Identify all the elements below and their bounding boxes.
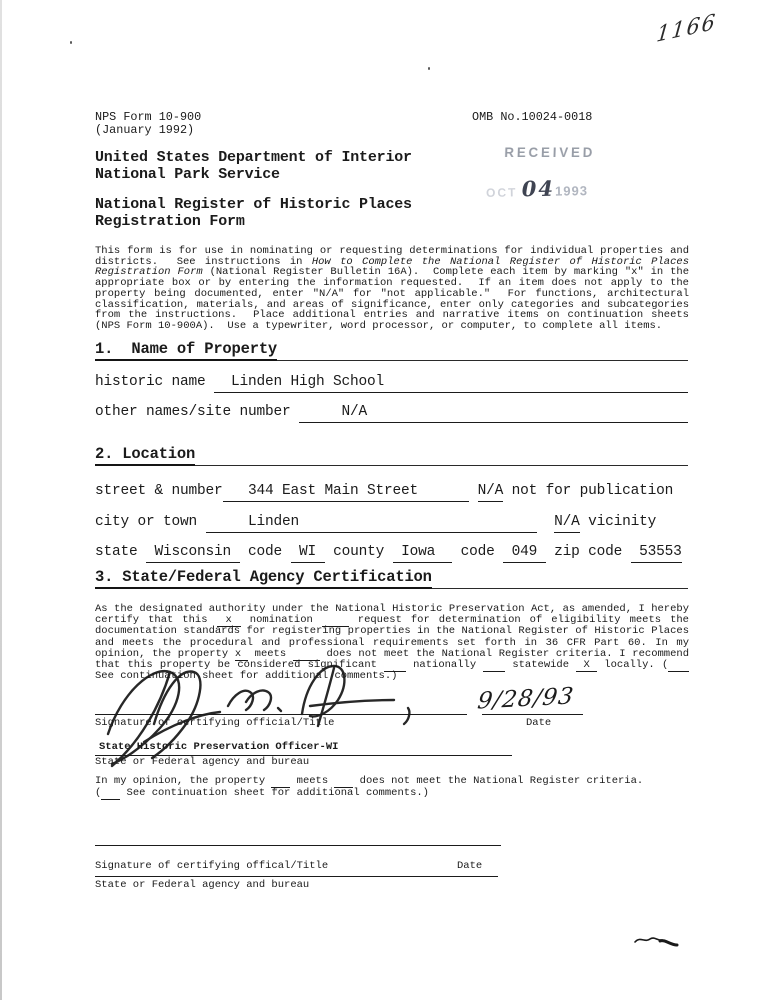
agency-block (95, 150, 412, 183)
stamp-year: 1993 (554, 183, 589, 199)
opinion-line2: ( See continuation sheet for additional comments.) (95, 786, 429, 799)
form-date: (January 1992) (95, 123, 195, 138)
opinion-line1: In my opinion, the property meets does not meet the National Register criteria. (95, 775, 644, 787)
section3-heading: 3. State/Federal Agency Certification (95, 568, 432, 589)
form-title-line1: National Register of Historic Places (95, 196, 412, 213)
heading-rule (195, 449, 688, 466)
stamp-day: 04 (521, 175, 556, 202)
date-label: Date (526, 717, 552, 729)
bureau2-rule (95, 876, 498, 877)
scan-speck (428, 67, 430, 70)
historic-name-row: historic name Linden High School (95, 374, 688, 393)
form-title-line2: Registration Form (95, 212, 245, 230)
ink-squiggle (632, 932, 680, 952)
signature-labels (95, 718, 689, 730)
section2-heading-line (95, 445, 688, 466)
office-line: State Historic Preservation Officer-WI (95, 741, 512, 756)
form-number-block (95, 111, 201, 138)
signature2-labels (95, 861, 689, 873)
section1-heading-line (95, 340, 688, 361)
section2-heading: 2. Location (95, 445, 195, 466)
form-number: NPS Form 10-900 (95, 110, 202, 124)
bureau2-label: State or Federal agency and bureau (95, 879, 310, 891)
city-town-row: city or town Linden N/A vicinity (95, 514, 688, 533)
section1-heading: 1. Name of Property (95, 340, 277, 361)
handwritten-corner-note: 1166 (655, 9, 719, 47)
state-county-row: state Wisconsin code WI county Iowa code 049 zip code 53553 (95, 544, 688, 563)
date-stamp (486, 175, 588, 202)
street-number-row: street & number 344 East Main Street N/A not for publication (95, 483, 688, 502)
other-names-row: other names/site number N/A (95, 404, 688, 423)
signature2-label: Signature of certifying offical/Title (95, 859, 329, 872)
intro-paragraph: This form is for use in nominating or requesting determinations for individual properties and districts. See instructions in How to Complete the National Register of Historic Places Registration Form (National Register Bulletin 16A). Complete each item by marking "x" in the appropriate box or by entering the information requested. If an item does not apply to the property being documented, enter "N/A" for "not applicable." For functions, architectural classification, materials, and areas of significance, enter only categories and subcategories from the instructions. Place additional entries and narrative items on continuation sheets (NPS Form 10-900A). Use a typewriter, word processor, or computer, to complete all items. (95, 245, 696, 332)
signature-rule (95, 714, 467, 715)
opinion-block (95, 776, 689, 799)
heading-rule (432, 572, 688, 589)
agency-line2: National Park Service (95, 165, 280, 183)
form-title-block (95, 197, 412, 230)
date2-label: Date (457, 859, 483, 872)
section3-heading-line (95, 568, 688, 589)
received-stamp: RECEIVED (504, 144, 596, 160)
signature2-rule (95, 845, 501, 846)
handwritten-date: 9/28/93 (476, 683, 576, 715)
bureau-label: State or Federal agency and bureau (95, 756, 310, 768)
stamp-month: OCT (485, 185, 518, 200)
agency-line1: United States Department of Interior (95, 149, 412, 166)
scan-edge-line (0, 0, 2, 1000)
signature-label: Signature of certifying official/Title (95, 717, 335, 729)
date-rule (482, 714, 583, 715)
heading-rule (277, 343, 688, 361)
omb-number: OMB No.10024-0018 (472, 110, 593, 124)
scan-speck (70, 41, 72, 44)
certification-paragraph: As the designated authority under the National Historic Preservation Act, as amended, I hereby certify that this x nomination request for determination of eligibility meets the documentation standards for registering properties in the National Register of Historic Places and meets the procedural and professional requirements set forth in 36 CFR Part 60. In my opinion, the property x meets does not meet the National Register criteria. I recommend that this property be considered significant nationally statewide X locally. ( See continuation sheet for additional comments.) (95, 603, 696, 683)
